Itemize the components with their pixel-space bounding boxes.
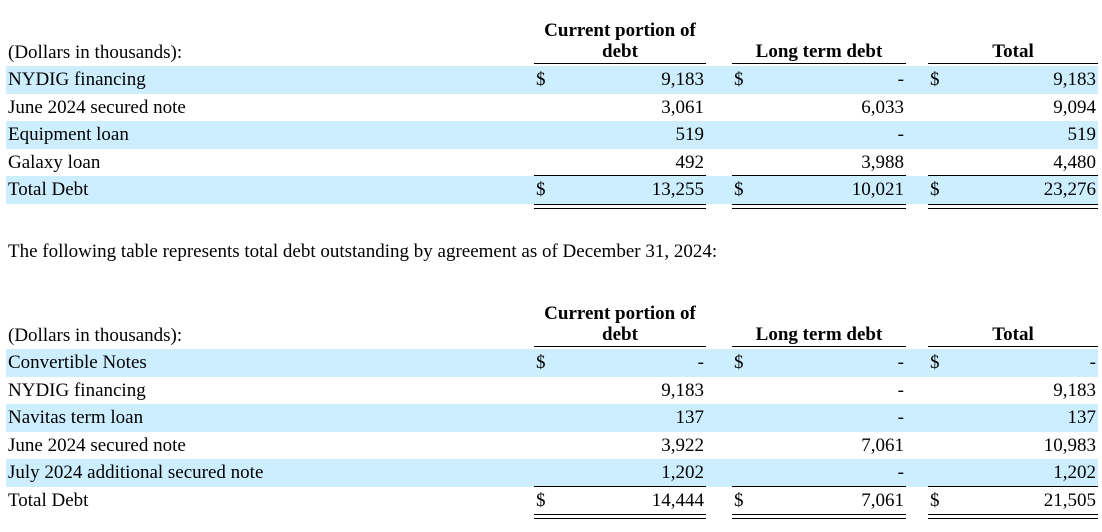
current-portion-value: 492 — [675, 151, 704, 173]
table-row — [6, 487, 1098, 515]
table-row — [6, 121, 1098, 149]
table-row — [6, 94, 1098, 122]
currency-symbol: $ — [734, 69, 744, 90]
long-term-value: - — [897, 69, 904, 90]
total-value: 9,183 — [1053, 379, 1096, 401]
row-label: Convertible Notes — [8, 352, 147, 373]
total-value: 4,480 — [1053, 151, 1096, 173]
table-row — [6, 149, 1098, 177]
table-row — [6, 459, 1098, 487]
total-double-rule — [732, 514, 906, 519]
total-value: 519 — [1067, 124, 1096, 145]
row-label: Total Debt — [8, 489, 89, 511]
row-label: NYDIG financing — [8, 379, 146, 401]
total-value: 1,202 — [1053, 462, 1096, 483]
currency-symbol: $ — [930, 489, 940, 511]
current-portion-value: 3,922 — [661, 434, 704, 456]
current-portion-value: 519 — [675, 124, 704, 145]
total-value: 23,276 — [1043, 179, 1096, 200]
long-term-value: - — [897, 407, 904, 428]
col-header-current-portion: Current portion of debt — [534, 303, 706, 347]
row-label: July 2024 additional secured note — [8, 462, 264, 483]
currency-symbol: $ — [536, 69, 546, 90]
units-label: (Dollars in thousands): — [8, 42, 183, 63]
total-value: 9,094 — [1053, 96, 1096, 118]
current-portion-value: 9,183 — [661, 379, 704, 401]
table-header — [6, 289, 1098, 349]
current-portion-value: 3,061 — [661, 96, 704, 118]
current-portion-value: 9,183 — [661, 69, 704, 90]
currency-symbol: $ — [734, 352, 744, 373]
table-header — [6, 6, 1098, 66]
currency-symbol: $ — [734, 179, 744, 200]
long-term-value: 6,033 — [861, 96, 904, 118]
currency-symbol: $ — [536, 179, 546, 200]
long-term-value: 3,988 — [861, 151, 904, 173]
row-label: Equipment loan — [8, 124, 129, 145]
table-row — [6, 66, 1098, 94]
table-row — [6, 404, 1098, 432]
total-value: 10,983 — [1043, 434, 1096, 456]
total-double-rule — [534, 204, 706, 209]
currency-symbol: $ — [930, 69, 940, 90]
total-double-rule — [732, 204, 906, 209]
long-term-value: 7,061 — [861, 434, 904, 456]
long-term-value: 7,061 — [861, 489, 904, 511]
row-label: Navitas term loan — [8, 407, 144, 428]
row-label: NYDIG financing — [8, 69, 146, 90]
currency-symbol: $ — [734, 489, 744, 511]
currency-symbol: $ — [930, 352, 940, 373]
total-value: 21,505 — [1043, 489, 1096, 511]
units-label: (Dollars in thousands): — [8, 325, 183, 346]
table-row — [6, 377, 1098, 405]
col-header-current-portion: Current portion of debt — [534, 20, 706, 64]
current-portion-value: 1,202 — [661, 462, 704, 483]
current-portion-value: 137 — [675, 407, 704, 428]
row-label: Total Debt — [8, 179, 89, 200]
debt-table-2 — [6, 289, 1098, 514]
current-portion-value: 13,255 — [651, 179, 704, 200]
currency-symbol: $ — [930, 179, 940, 200]
col-header-long-term: Long term debt — [732, 41, 906, 64]
total-double-rule — [928, 514, 1098, 519]
row-label: June 2024 secured note — [8, 434, 186, 456]
table-body — [6, 349, 1098, 514]
long-term-value: - — [897, 379, 904, 401]
row-label: Galaxy loan — [8, 151, 101, 173]
current-portion-value: 14,444 — [651, 489, 704, 511]
col-header-long-term: Long term debt — [732, 324, 906, 347]
long-term-value: - — [897, 352, 904, 373]
long-term-value: - — [897, 124, 904, 145]
currency-symbol: $ — [536, 352, 546, 373]
table-body — [6, 66, 1098, 204]
long-term-value: 10,021 — [851, 179, 904, 200]
current-portion-value: - — [697, 352, 704, 373]
table-row — [6, 432, 1098, 460]
col-header-total: Total — [928, 41, 1098, 64]
total-double-rule — [534, 514, 706, 519]
col-header-total: Total — [928, 324, 1098, 347]
table-row — [6, 349, 1098, 377]
total-double-rule — [928, 204, 1098, 209]
total-value: 137 — [1067, 407, 1096, 428]
total-value: 9,183 — [1053, 69, 1096, 90]
currency-symbol: $ — [536, 489, 546, 511]
total-value: - — [1089, 352, 1096, 373]
table-row — [6, 176, 1098, 204]
row-label: June 2024 secured note — [8, 96, 186, 118]
debt-table-1 — [6, 6, 1098, 204]
description-sentence: The following table represents total debt outstanding by agreement as of December 31, 2024: — [8, 241, 718, 262]
long-term-value: - — [897, 462, 904, 483]
